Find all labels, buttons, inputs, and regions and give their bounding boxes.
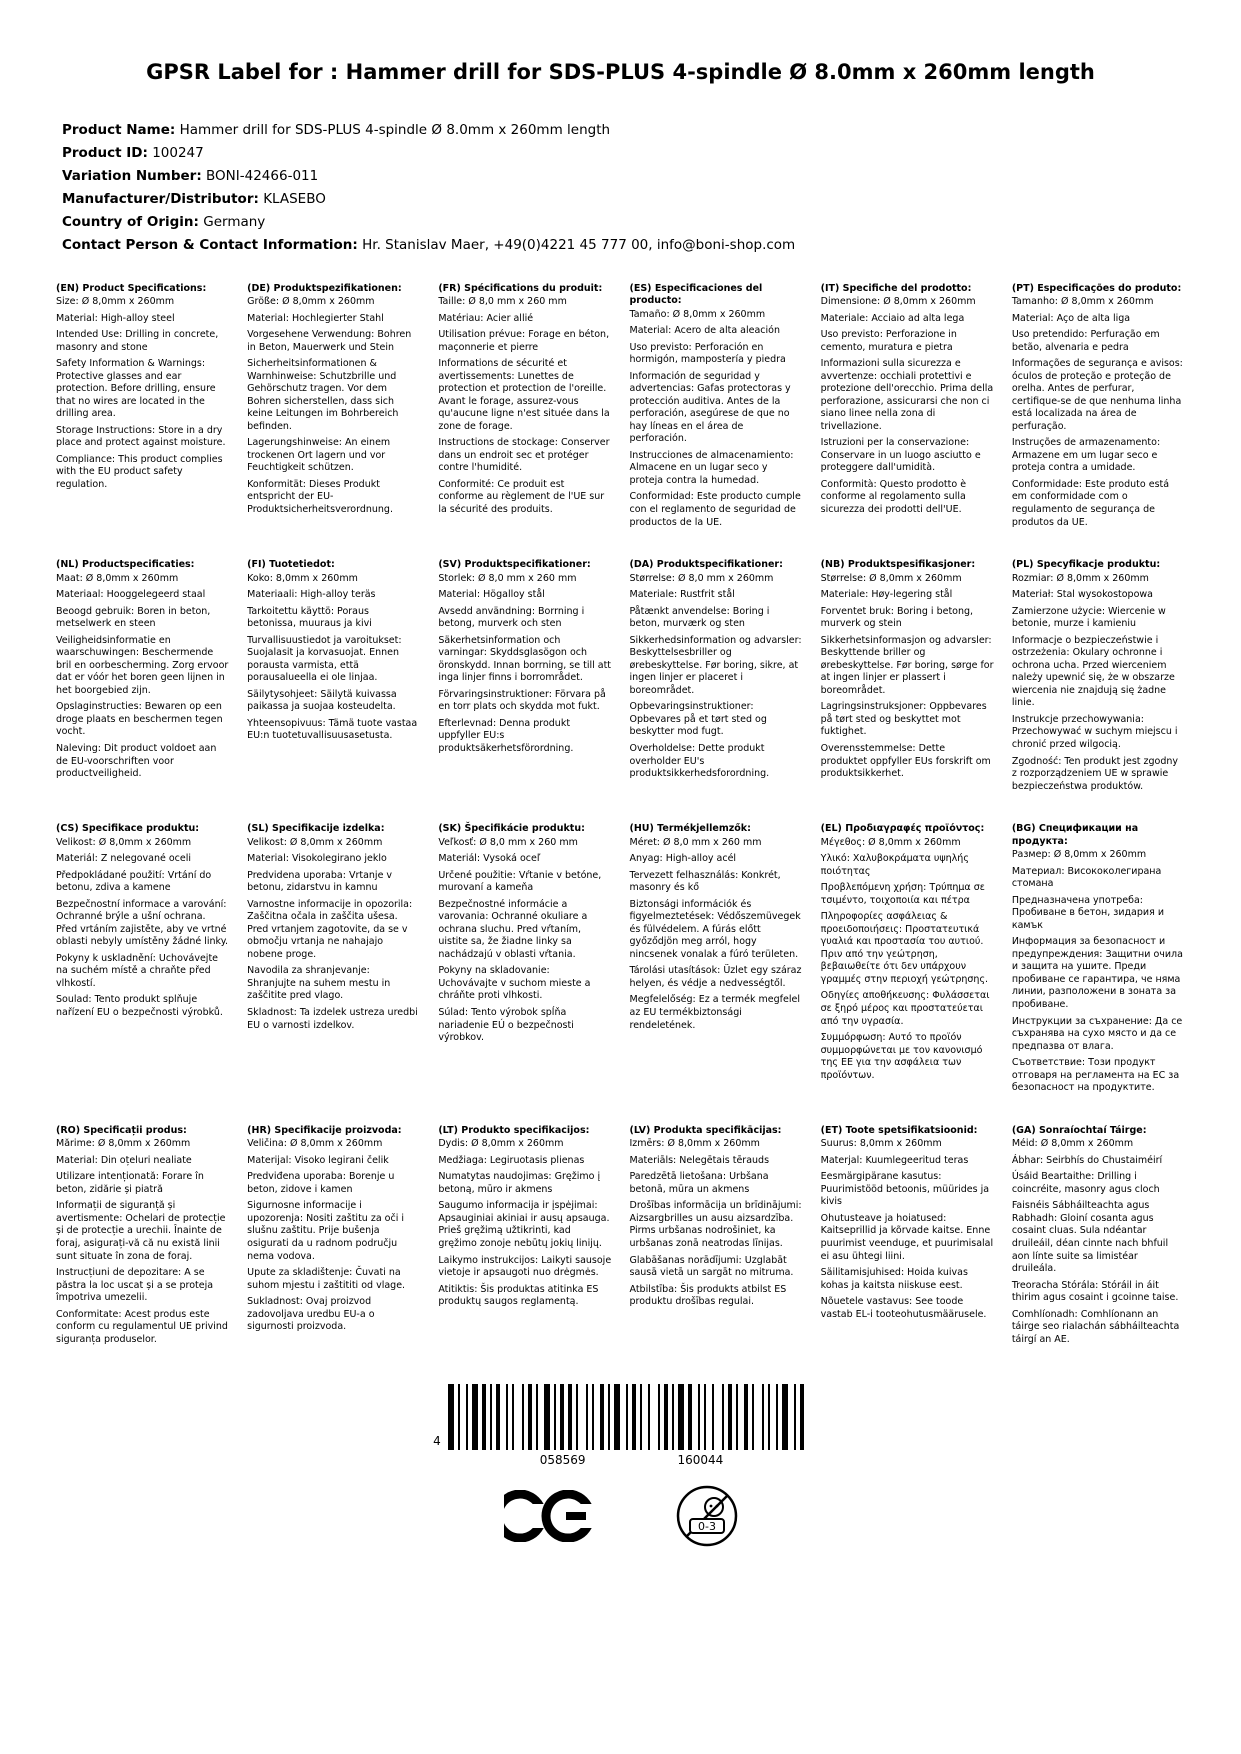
spec-paragraph: Dydis: Ø 8,0mm x 260mm <box>438 1138 564 1150</box>
spec-block <box>821 823 994 1099</box>
spec-paragraph: Säkerhetsinformation och varningar: Skyddsglasögon och öronskydd. Innan borrning, se till att inga linjer finns i borrområdet. <box>438 634 612 684</box>
spec-paragraph: Méid: Ø 8,0mm x 260mm <box>1011 1138 1134 1150</box>
spec-paragraph: Materiāls: Nelegētais tērauds <box>629 1154 770 1166</box>
spec-paragraph: Προβλεπόμενη χρήση: Τρύπημα σε τσιμέντο, τοιχοποιία και πέτρα <box>820 882 985 906</box>
spec-block-heading: (DA) Produktspecifikationer: <box>629 559 783 571</box>
spec-paragraph: Safety Information & Warnings: Protective glasses and ear protection. Before drilling, ensure that no wires are located in the drilling area. <box>56 358 216 420</box>
spec-block <box>630 823 803 1099</box>
spec-paragraph: Размер: Ø 8,0mm x 260mm <box>1011 849 1147 861</box>
spec-block <box>247 1125 420 1351</box>
spec-paragraph: Skladnost: Ta izdelek ustreza uredbi EU o varnosti izdelkov. <box>247 1007 418 1031</box>
barcode-group-right: 160044 <box>677 1453 724 1468</box>
spec-paragraph: Material: Högalloy stål <box>438 589 545 601</box>
spec-paragraph: Rozmiar: Ø 8,0mm x 260mm <box>1011 572 1149 584</box>
spec-paragraph: Zamierzone użycie: Wiercenie w betonie, murze i kamieniu <box>1011 605 1166 630</box>
spec-paragraph: Pokyny na skladovanie: Uchovávajte v suchom mieste a chráňte proti vlhkosti. <box>438 965 591 1002</box>
spec-paragraph: Súlad: Tento výrobok spĺňa nariadenie EÚ o bezpečnosti výrobkov. <box>438 1007 574 1044</box>
spec-block <box>630 283 803 534</box>
spec-paragraph: Instrukcje przechowywania: Przechowywać w suchym miejscu i chronić przed wilgocią. <box>1011 713 1178 750</box>
spec-paragraph: Sigurnosne informacije i upozorenja: Nositi zaštitu za oči i slušnu zaštitu. Prije bušenja osigurati da u radnom području nema vodova. <box>247 1200 405 1262</box>
spec-paragraph: Storage Instructions: Store in a dry place and protect against moisture. <box>56 424 226 449</box>
spec-paragraph: Инструкции за съхранение: Да се съхранява на сухо място и да се предпазва от влага. <box>1011 1015 1183 1052</box>
spec-paragraph: Medžiaga: Legiruotasis plienas <box>438 1154 585 1166</box>
spec-paragraph: Pokyny k uskladnění: Uchovávejte na suchém místě a chraňte před vlhkostí. <box>56 952 219 989</box>
spec-paragraph: Sukladnost: Ovaj proizvod zadovoljava uredbu EU-a o sigurnosti proizvoda. <box>247 1296 375 1333</box>
spec-block-heading: (PT) Especificações do produto: <box>1011 282 1182 294</box>
spec-paragraph: Conformitate: Acest produs este conform cu regulamentul UE privind siguranța produselor. <box>56 1308 228 1345</box>
spec-paragraph: Materijal: Visoko legirani čelik <box>247 1154 389 1166</box>
ce-mark-icon <box>504 1490 596 1542</box>
spec-paragraph: Säilitamisjuhised: Hoida kuivas kohas ja kaitsta niiskuse eest. <box>820 1267 968 1291</box>
spec-block <box>821 283 994 534</box>
barcode-area <box>56 1384 1185 1547</box>
page-title: GPSR Label for : Hammer drill for SDS-PLUS 4-spindle Ø 8.0mm x 260mm length <box>146 60 1095 84</box>
barcode <box>433 1384 808 1450</box>
spec-block-heading: (ET) Toote spetsifikatsioonid: <box>820 1124 978 1136</box>
spec-paragraph: Soulad: Tento produkt splňuje nařízení EU o bezpečnosti výrobků. <box>56 994 223 1018</box>
spec-paragraph: Materiaali: High-alloy teräs <box>247 589 376 601</box>
spec-block <box>247 823 420 1099</box>
spec-paragraph: Sikkerhetsinformasjon og advarsler: Beskyttende briller og ørebeskyttelse. Før boring, sørge for at ingen linjer er plassert i boreområdet. <box>820 634 994 696</box>
spec-paragraph: Matériau: Acier allié <box>438 312 534 324</box>
spec-paragraph: Tervezett felhasználás: Konkrét, masonry és kő <box>629 869 781 894</box>
spec-paragraph: Dimensione: Ø 8,0mm x 260mm <box>820 296 976 308</box>
spec-paragraph: Suurus: 8,0mm x 260mm <box>820 1138 942 1150</box>
spec-paragraph: Varnostne informacije in opozorila: Zaščitna očala in zaščita ušesa. Pred vrtanjem zagotovite, da se v območju vrtanja ne nahajajo nobene proge. <box>247 898 413 960</box>
country-value: Germany <box>203 213 266 230</box>
spec-paragraph: Material: High-alloy steel <box>56 312 175 324</box>
spec-block <box>630 1125 803 1351</box>
spec-paragraph: Atitiktis: Šis produktas atitinka ES produktų saugos reglamentą. <box>438 1283 599 1308</box>
spec-paragraph: Treoracha Stórála: Stóráil in áit thirim agus cosaint i gcoinne taise. <box>1011 1279 1179 1304</box>
spec-grid <box>56 283 1185 1351</box>
spec-block-heading: (ES) Especificaciones del producto: <box>629 282 763 307</box>
spec-paragraph: Υλικό: Χαλυβοκράματα υψηλής ποιότητας <box>820 853 969 877</box>
spec-paragraph: Säilytysohjeet: Säilytä kuivassa paikassa ja suojaa kosteudelta. <box>247 688 397 713</box>
spec-paragraph: Drošības informācija un brīdinājumi: Aizsargbrilles un ausu aizsardzība. Pirms urbšanas nodrošiniet, ka urbšanas zonā neatrodas līnijas. <box>629 1200 802 1249</box>
spec-paragraph: Utilisation prévue: Forage en béton, maçonnerie et pierre <box>438 329 610 353</box>
spec-paragraph: Taille: Ø 8,0 mm x 260 mm <box>438 296 567 308</box>
spec-block <box>1012 823 1185 1099</box>
variation-value: BONI-42466-011 <box>206 168 319 185</box>
meta-row-product-name <box>62 120 1179 142</box>
spec-paragraph: Material: Din oțeluri nealiate <box>56 1154 192 1166</box>
spec-block <box>438 559 611 797</box>
spec-paragraph: Uso previsto: Perforación en hormigón, mampostería y piedra <box>629 341 786 366</box>
spec-paragraph: Naleving: Dit product voldoet aan de EU-voorschriften voor productveiligheid. <box>56 742 217 780</box>
svg-text:0-3: 0-3 <box>697 1520 716 1534</box>
age-warning-0-3-icon <box>676 1485 738 1547</box>
spec-paragraph: Instruções de armazenamento: Armazene em um lugar seco e proteja contra a umidade. <box>1011 437 1161 474</box>
spec-paragraph: Megfelelőség: Ez a termék megfelel az EU termékbiztonsági rendeletének. <box>629 994 800 1031</box>
spec-paragraph: Vorgesehene Verwendung: Bohren in Beton, Mauerwerk und Stein <box>247 329 412 353</box>
compliance-marks <box>504 1485 738 1547</box>
spec-block-heading: (PL) Specyfikacje produktu: <box>1011 559 1161 571</box>
spec-paragraph: Mărime: Ø 8,0mm x 260mm <box>56 1138 191 1150</box>
spec-paragraph: Úsáid Beartaithe: Drilling i coincréite, masonry agus cloch <box>1011 1171 1160 1195</box>
variation-label: Variation Number: <box>62 168 202 185</box>
spec-block-heading: (LV) Produkta specifikācijas: <box>629 1124 782 1136</box>
spec-paragraph: Veiligheidsinformatie en waarschuwingen: Beschermende bril en oorbescherming. Zorg ervoor dat er vóór het boren geen lijnen in het boorgebied zijn. <box>56 634 229 696</box>
spec-paragraph: Bezpečnostní informace a varování: Ochranné brýle a ušní ochrana. Před vrtáním zajistěte, aby ve vrtné oblasti nebyly umístěny žádné linky. <box>56 898 229 948</box>
spec-paragraph: Materiale: Rustfrit stål <box>629 589 735 601</box>
spec-paragraph: Materjal: Kuumlegeeritud teras <box>820 1154 969 1166</box>
spec-paragraph: Bezpečnostné informácie a varovania: Ochranné okuliare a ochrana sluchu. Pred vŕtaním, uistite sa, že žiadne linky sa nachádzajú v oblasti vŕtania. <box>438 898 588 960</box>
spec-paragraph: Material: Aço de alta liga <box>1011 312 1131 324</box>
spec-paragraph: Predvidena uporaba: Vrtanje v betonu, zidarstvu in kamnu <box>247 869 393 894</box>
spec-block-heading: (DE) Produktspezifikationen: <box>247 282 402 294</box>
spec-paragraph: Eesmärgipärane kasutus: Puurimistööd betoonis, müürides ja kivis <box>820 1171 990 1208</box>
spec-paragraph: Lagerungshinweise: An einem trockenen Ort lagern und vor Feuchtigkeit schützen. <box>247 437 391 474</box>
spec-paragraph: Beoogd gebruik: Boren in beton, metselwerk en steen <box>56 605 211 630</box>
spec-paragraph: Materiale: Høy-legering stål <box>820 589 953 601</box>
spec-block-heading: (NL) Productspecificaties: <box>56 559 195 571</box>
spec-paragraph: Conformidade: Este produto está em conformidade com o regulamento de segurança de produtos da UE. <box>1011 478 1170 528</box>
spec-paragraph: Informations de sécurité et avertissements: Lunettes de protection et protection de l'oreille. Avant le forage, assurez-vous qu'aucune ligne n'est située dans la zone de forage. <box>438 358 610 432</box>
spec-block <box>56 823 229 1099</box>
spec-paragraph: Påtænkt anvendelse: Boring i beton, murværk og sten <box>629 605 770 630</box>
spec-paragraph: Overholdelse: Dette produkt overholder EU's produktsikkerhedsforordning. <box>629 742 770 780</box>
spec-block-heading: (LT) Produkto specifikacijos: <box>438 1124 590 1136</box>
spec-block <box>438 1125 611 1351</box>
spec-paragraph: Glabāšanas norādījumi: Uzglabāt sausā vietā un sargāt no mitruma. <box>629 1254 794 1279</box>
spec-paragraph: Biztonsági információk és figyelmeztetések: Védőszemüvegek és fülvédelem. A fúrás előtt győződjön meg arról, hogy nincsenek vonalak a fúró területen. <box>629 898 801 960</box>
spec-block-heading: (FI) Tuotetiedot: <box>247 559 335 571</box>
product-name-value: Hammer drill for SDS-PLUS 4-spindle Ø 8.0mm x 260mm length <box>179 122 611 139</box>
spec-paragraph: Materiál: Z nelegované oceli <box>56 853 192 865</box>
spec-paragraph: Material: Visokolegirano jeklo <box>247 853 387 865</box>
spec-paragraph: Informações de segurança e avisos: óculos de proteção e proteção de orelha. Antes de perfurar, certifique-se de que nenhuma linha está localizada na área de perfuração. <box>1011 358 1183 432</box>
spec-paragraph: Materiál: Vysoká oceľ <box>438 853 541 865</box>
spec-paragraph: Utilizare intenționată: Forare în beton, zidărie și piatră <box>56 1171 204 1195</box>
spec-paragraph: Instrucțiuni de depozitare: A se păstra la loc uscat și a se proteja împotriva umezelii. <box>56 1267 214 1304</box>
spec-paragraph: Velikost: Ø 8,0mm x 260mm <box>56 836 192 848</box>
spec-paragraph: Comhlíonadh: Comhlíonann an táirge seo rialachán sábháilteachta táirgí an AE. <box>1011 1308 1180 1345</box>
spec-paragraph: Συμμόρφωση: Αυτό το προϊόν συμμορφώνεται με τον κανονισμό της ΕΕ για την ασφάλεια των προϊόντων. <box>820 1032 983 1081</box>
spec-paragraph: Yhteensopivuus: Tämä tuote vastaa EU:n tuotetuvallisuusasetusta. <box>247 717 418 742</box>
spec-paragraph: Materiaal: Hooggelegeerd staal <box>56 589 206 601</box>
spec-block-heading: (GA) Sonraíochtaí Táirge: <box>1011 1124 1147 1136</box>
spec-paragraph: Opbevaringsinstruktioner: Opbevares på et tørt sted og beskytter mod fugt. <box>629 701 767 738</box>
spec-paragraph: Материал: Висококолегирана стомана <box>1011 865 1162 890</box>
spec-paragraph: Material: Acero de alta aleación <box>629 325 780 337</box>
spec-paragraph: Koko: 8,0mm x 260mm <box>247 572 358 584</box>
manufacturer-label: Manufacturer/Distributor: <box>62 190 259 207</box>
barcode-lead-digit: 4 <box>433 1434 441 1449</box>
spec-paragraph: Efterlevnad: Denna produkt uppfyller EU:s produktsäkerhetsförordning. <box>438 717 574 754</box>
spec-block-heading: (BG) Спецификации на продукта: <box>1011 823 1139 847</box>
spec-paragraph: Intended Use: Drilling in concrete, masonry and stone <box>56 329 219 353</box>
spec-paragraph: Informacje o bezpieczeństwie i ostrzeżenia: Okulary ochronne i ochrona ucha. Przed wierceniem należy upewnić się, że w obszarze wiercenia nie znajdują się żadne linie. <box>1011 634 1175 709</box>
barcode-group-left: 058569 <box>539 1453 586 1468</box>
spec-block <box>438 823 611 1099</box>
spec-paragraph: Numatytas naudojimas: Gręžimo į betoną, mūro ir akmens <box>438 1171 601 1195</box>
spec-block-heading: (HR) Specifikacije proizvoda: <box>247 1124 402 1136</box>
spec-paragraph: Предназначена употреба: Пробиване в бетон, зидария и камък <box>1011 894 1164 931</box>
spec-block <box>1012 559 1185 797</box>
spec-paragraph: Předpokládané použití: Vrtání do betonu, zdiva a kamene <box>56 869 212 894</box>
spec-paragraph: Overensstemmelse: Dette produktet oppfyller EUs forskrift om produktsikkerhet. <box>820 742 991 780</box>
spec-block-heading: (SL) Specifikacije izdelka: <box>247 823 385 835</box>
meta-row-variation <box>62 166 1179 188</box>
barcode-bars <box>448 1384 808 1450</box>
spec-paragraph: Materiale: Acciaio ad alta lega <box>820 312 965 324</box>
spec-paragraph: Informații de siguranță și avertismente: Ochelari de protecție și de protecție a urechii. Înainte de foraj, asigurați-vă că nu există linii sunt situate în zona de foraj. <box>56 1200 226 1262</box>
spec-paragraph: Anyag: High-alloy acél <box>629 853 737 865</box>
spec-paragraph: Avsedd användning: Borrning i betong, murverk och sten <box>438 605 585 630</box>
spec-block-heading: (NB) Produktspesifikasjoner: <box>820 559 976 571</box>
product-id-value: 100247 <box>152 145 204 162</box>
spec-paragraph: Instructions de stockage: Conserver dans un endroit sec et protéger contre l'humidité. <box>438 437 610 474</box>
spec-block <box>821 1125 994 1351</box>
spec-paragraph: Izmērs: Ø 8,0mm x 260mm <box>629 1138 760 1150</box>
spec-block <box>56 1125 229 1351</box>
product-name-label: Product Name: <box>62 122 176 139</box>
spec-block <box>56 559 229 797</box>
spec-paragraph: Materiał: Stal wysokostopowa <box>1011 589 1153 601</box>
spec-paragraph: Veľkosť: Ø 8,0 mm x 260 mm <box>438 836 578 848</box>
meta-row-contact <box>62 235 1179 257</box>
spec-paragraph: Informazioni sulla sicurezza e avvertenze: occhiali protettivi e protezione dell'orecchio. Prima della perforazione, assicurarsi che non ci siano linee nella zona di trivellazione. <box>820 358 994 432</box>
spec-paragraph: Ábhar: Seirbhís do Chustaiméirí <box>1011 1154 1163 1166</box>
spec-block-heading: (SK) Špecifikácie produktu: <box>438 823 585 835</box>
spec-paragraph: Zgodność: Ten produkt jest zgodny z rozporządzeniem UE w sprawie bezpieczeństwa produktów. <box>1011 755 1179 792</box>
spec-block <box>247 559 420 797</box>
spec-block <box>247 283 420 534</box>
spec-block-heading: (IT) Specifiche del prodotto: <box>820 282 972 294</box>
spec-block <box>438 283 611 534</box>
spec-paragraph: Størrelse: Ø 8,0mm x 260mm <box>820 572 962 584</box>
spec-paragraph: Size: Ø 8,0mm x 260mm <box>56 296 175 308</box>
spec-paragraph: Forventet bruk: Boring i betong, murverk og stein <box>820 605 974 630</box>
spec-paragraph: Predviđena uporaba: Borenje u beton, zidove i kamen <box>247 1171 395 1195</box>
spec-paragraph: Laikymo instrukcijos: Laikyti sausoje vietoje ir apsaugoti nuo drėgmės. <box>438 1254 612 1279</box>
spec-block-heading: (EL) Προδιαγραφές προϊόντος: <box>820 823 985 835</box>
spec-paragraph: Compliance: This product complies with the EU product safety regulation. <box>56 453 223 490</box>
spec-paragraph: Lagringsinstruksjoner: Oppbevares på tørt sted og beskyttet mot fuktighet. <box>820 701 987 738</box>
spec-paragraph: Veličina: Ø 8,0mm x 260mm <box>247 1138 383 1150</box>
spec-paragraph: Uso pretendido: Perfuração em betão, alvenaria e pedra <box>1011 329 1160 353</box>
spec-paragraph: Material: Hochlegierter Stahl <box>247 312 384 324</box>
country-label: Country of Origin: <box>62 213 199 230</box>
spec-paragraph: Ohutusteave ja hoiatused: Kaitseprillid ja kõrvade kaitse. Enne puurimist veenduge, et puurimisalal ei asu ühtegi liini. <box>820 1212 994 1262</box>
spec-paragraph: Förvaringsinstruktioner: Förvara på en torr plats och skydda mot fukt. <box>438 688 606 713</box>
spec-paragraph: Μέγεθος: Ø 8,0mm x 260mm <box>820 836 961 848</box>
spec-block <box>1012 1125 1185 1351</box>
spec-paragraph: Velikost: Ø 8,0mm x 260mm <box>247 836 383 848</box>
spec-block <box>56 283 229 534</box>
spec-block-heading: (FR) Spécifications du produit: <box>438 282 603 294</box>
spec-paragraph: Sikkerhedsinformation og advarsler: Beskyttelsesbriller og ørebeskyttelse. Før boring, sikre, at ingen linjer er placeret i boreområdet. <box>629 634 802 696</box>
spec-paragraph: Maat: Ø 8,0mm x 260mm <box>56 572 179 584</box>
spec-block <box>630 559 803 797</box>
contact-value: Hr. Stanislav Maer, +49(0)4221 45 777 00, info@boni-shop.com <box>362 236 796 253</box>
product-meta <box>62 120 1179 256</box>
product-id-label: Product ID: <box>62 145 148 162</box>
spec-paragraph: Storlek: Ø 8,0 mm x 260 mm <box>438 572 577 584</box>
spec-paragraph: Istruzioni per la conservazione: Conservare in un luogo asciutto e proteggere dall'umidità. <box>820 437 981 474</box>
contact-label: Contact Person & Contact Information: <box>62 236 358 253</box>
spec-paragraph: Uso previsto: Perforazione in cemento, muratura e pietra <box>820 329 957 353</box>
spec-paragraph: Paredzētā lietošana: Urbšana betonā, mūra un akmens <box>629 1171 769 1195</box>
spec-paragraph: Faisnéis Sábháilteachta agus Rabhadh: Gloiní cosanta agus cosaint cluas. Sula ndéantar druileáil, déan cinnte nach bhfuil aon línte suite sa limistéar druileála. <box>1011 1200 1169 1275</box>
spec-paragraph: Navodila za shranjevanje: Shranjujte na suhem mestu in zaščitite pred vlago. <box>247 965 391 1002</box>
spec-paragraph: Tamanho: Ø 8,0mm x 260mm <box>1011 296 1154 308</box>
spec-paragraph: Tárolási utasítások: Üzlet egy száraz helyen, és védje a nedvességtől. <box>629 965 802 989</box>
spec-paragraph: Atbilstība: Šis produkts atbilst ES produktu drošības regulai. <box>629 1283 787 1308</box>
spec-paragraph: Информация за безопасност и предупреждения: Защитни очила и защита на ушите. Преди пробиване се гарантира, че няма линии, разположени в зоната за пробиване. <box>1011 936 1183 1010</box>
spec-paragraph: Conformità: Questo prodotto è conforme al regolamento sulla sicurezza dei prodotti dell'UE. <box>820 478 967 515</box>
spec-paragraph: Určené použitie: Vŕtanie v betóne, murovaní a kameňa <box>438 869 602 894</box>
spec-block-heading: (SV) Produktspecifikationer: <box>438 559 591 571</box>
spec-paragraph: Størrelse: Ø 8,0 mm x 260mm <box>629 572 774 584</box>
spec-paragraph: Méret: Ø 8,0 mm x 260 mm <box>629 836 762 848</box>
spec-paragraph: Opslaginstructies: Bewaren op een droge plaats en beschermen tegen vocht. <box>56 701 223 738</box>
spec-block-heading: (EN) Product Specifications: <box>56 282 207 294</box>
spec-paragraph: Tarkoitettu käyttö: Poraus betonissa, muuraus ja kivi <box>247 605 372 630</box>
spec-paragraph: Съответствие: Този продукт отговаря на регламента на ЕС за безопасност на продуктите. <box>1011 1057 1180 1094</box>
spec-paragraph: Upute za skladištenje: Čuvati na suhom mjestu i zaštititi od vlage. <box>247 1267 406 1291</box>
spec-paragraph: Turvallisuustiedot ja varoitukset: Suojalasit ja korvasuojat. Ennen porausta varmista, että porausalueella ei ole linjaa. <box>247 634 402 684</box>
barcode-numbers <box>518 1453 724 1467</box>
spec-paragraph: Conformité: Ce produit est conforme au règlement de l'UE sur la sécurité des produits. <box>438 478 605 515</box>
spec-paragraph: Konformität: Dieses Produkt entspricht der EU-Produktsicherheitsverordnung. <box>247 478 393 515</box>
meta-row-manufacturer <box>62 189 1179 211</box>
spec-paragraph: Información de seguridad y advertencias: Gafas protectoras y protección auditiva. Antes de la perforación, asegúrese de que no hay líneas en el área de perforación. <box>629 370 791 445</box>
spec-block-heading: (RO) Specificații produs: <box>56 1124 187 1136</box>
manufacturer-value: KLASEBO <box>263 190 326 207</box>
spec-paragraph: Οδηγίες αποθήκευσης: Φυλάσσεται σε ξηρό μέρος και προστατεύεται από την υγρασία. <box>820 990 990 1027</box>
spec-paragraph: Tamaño: Ø 8,0mm x 260mm <box>629 308 766 320</box>
spec-paragraph: Πληροφορίες ασφάλειας & προειδοποιήσεις: Προστατευτικά γυαλιά και προστασία του αυτιού. Πριν από την γεώτρηση, βεβαιωθείτε ότι δεν υπάρχουν γραμμές στην περιοχή γεώτρησης. <box>820 911 989 985</box>
spec-paragraph: Saugumo informacija ir įspėjimai: Apsauginiai akiniai ir ausų apsauga. Prieš gręžimą užtikrinti, kad gręžimo zonoje nebūtų jokių linijų. <box>438 1200 610 1249</box>
spec-block <box>821 559 994 797</box>
meta-row-country <box>62 212 1179 234</box>
spec-block <box>1012 283 1185 534</box>
spec-paragraph: Nõuetele vastavus: See toode vastab EL-i tooteohutusmäärusele. <box>820 1296 987 1320</box>
spec-paragraph: Conformidad: Este producto cumple con el reglamento de seguridad de productos de la UE. <box>629 491 801 528</box>
spec-paragraph: Instrucciones de almacenamiento: Almacene en un lugar seco y proteja contra la humedad. <box>629 449 794 486</box>
spec-block-heading: (CS) Specifikace produktu: <box>56 823 200 835</box>
spec-paragraph: Sicherheitsinformationen & Warnhinweise: Schutzbrille und Gehörschutz tragen. Vor dem Bohren sicherstellen, dass sich keine Leitungen im Bohrbereich befinden. <box>247 358 399 432</box>
spec-paragraph: Größe: Ø 8,0mm x 260mm <box>247 296 375 308</box>
meta-row-product-id <box>62 143 1179 165</box>
spec-block-heading: (HU) Termékjellemzők: <box>629 823 751 835</box>
